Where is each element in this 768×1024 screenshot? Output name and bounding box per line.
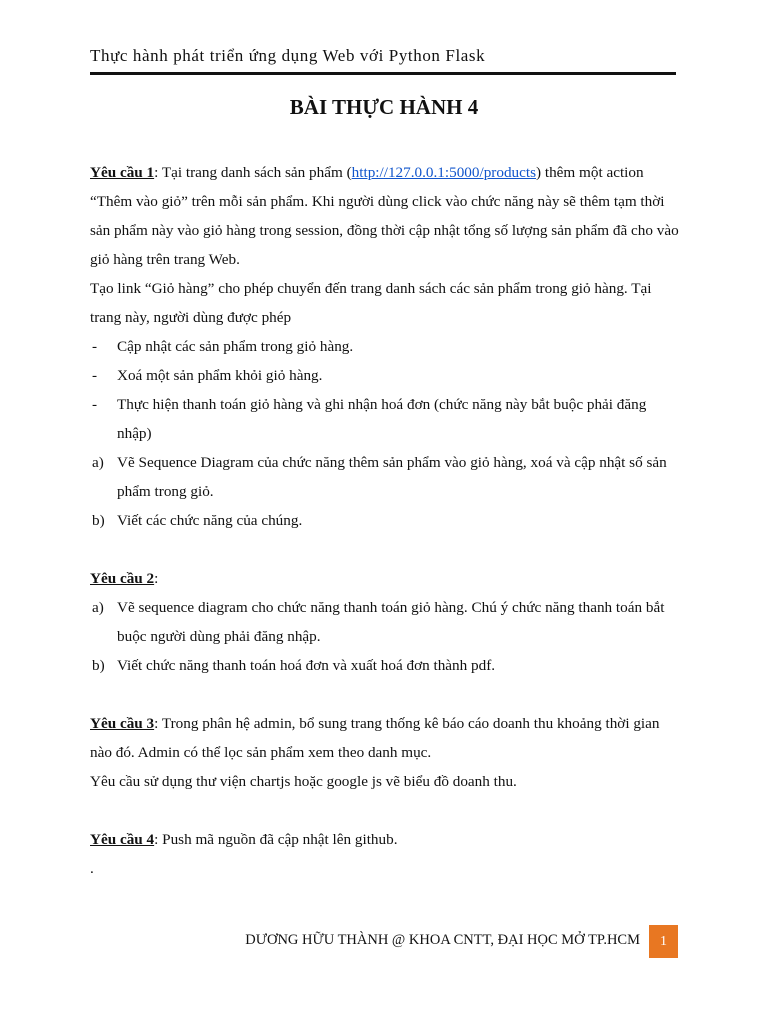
req4-text: : Push mã nguồn đã cập nhật lên github.	[154, 831, 398, 848]
list-item	[90, 593, 680, 651]
list-item	[90, 651, 680, 680]
list-item-text: Vẽ Sequence Diagram của chức năng thêm sản phẩm vào giỏ hàng, xoá và cập nhật số sản phẩm trong giỏ.	[117, 454, 667, 500]
page-number-badge: 1	[649, 925, 678, 958]
req2-suffix: :	[154, 570, 159, 587]
list-item	[90, 506, 680, 535]
req4-label: Yêu cầu 4	[90, 831, 155, 848]
req3-label: Yêu cầu 3	[90, 715, 155, 732]
req2-paragraph	[90, 564, 680, 593]
bullet-marker: -	[92, 396, 98, 413]
document-title: BÀI THỰC HÀNH 4	[289, 95, 479, 119]
item-marker: a)	[92, 599, 104, 616]
page-header: Thực hành phát triển ứng dụng Web với Python Flask	[90, 46, 486, 65]
req1-intro-before: : Tại trang danh sách sản phẩm (	[154, 164, 352, 181]
req1-paragraph-2: Tạo link “Giỏ hàng” cho phép chuyển đến trang danh sách các sản phẩm trong giỏ hàng. Tại trang này, người dùng được phép	[90, 280, 652, 326]
spacer	[90, 796, 680, 825]
bullet-marker: -	[92, 338, 98, 355]
page-footer: DƯƠNG HỮU THÀNH @ KHOA CNTT, ĐẠI HỌC MỞ TP.HCM	[245, 932, 640, 948]
list-item-text: Viết các chức năng của chúng.	[117, 512, 303, 529]
req3-paragraph-2: Yêu cầu sử dụng thư viện chartjs hoặc google js vẽ biểu đồ doanh thu.	[90, 773, 517, 790]
products-link[interactable]: http://127.0.0.1:5000/products	[351, 164, 537, 181]
header-rule	[90, 72, 676, 75]
list-item	[90, 361, 680, 390]
item-marker: b)	[92, 512, 105, 529]
list-item	[90, 448, 680, 506]
spacer	[90, 535, 680, 564]
req3-paragraph	[90, 709, 680, 767]
list-item-text: Cập nhật các sản phẩm trong giỏ hàng.	[117, 338, 354, 355]
list-item-text: Viết chức năng thanh toán hoá đơn và xuất hoá đơn thành pdf.	[117, 657, 496, 674]
bullet-marker: -	[92, 367, 98, 384]
item-marker: b)	[92, 657, 105, 674]
req1-paragraph	[90, 158, 680, 274]
list-item-text: Vẽ sequence diagram cho chức năng thanh toán giỏ hàng. Chú ý chức năng thanh toán bắt buộc người dùng phải đăng nhập.	[117, 599, 665, 645]
list-item	[90, 332, 680, 361]
req1-label: Yêu cầu 1	[90, 164, 155, 181]
req3-text: : Trong phân hệ admin, bổ sung trang thống kê báo cáo doanh thu khoảng thời gian nào đó. Admin có thể lọc sản phẩm xem theo danh mục.	[90, 715, 660, 761]
spacer	[90, 680, 680, 709]
req1-intro-after: ) thêm một action “Thêm vào giỏ” trên mỗi sản phẩm. Khi người dùng click vào chức năng này sẽ thêm tạm thời sản phẩm này vào giỏ hàng trong session, đồng thời cập nhật tổng số lượng sản phẩm đã cho vào giỏ hàng trên trang Web.	[90, 164, 679, 268]
req2-label: Yêu cầu 2	[90, 570, 155, 587]
list-item-text: Xoá một sản phẩm khỏi giỏ hàng.	[117, 367, 323, 384]
list-item-text: Thực hiện thanh toán giỏ hàng và ghi nhận hoá đơn (chức năng này bắt buộc phải đăng nhập)	[117, 396, 647, 442]
document-body	[90, 158, 680, 883]
trailing-dot: .	[90, 860, 94, 877]
req4-paragraph	[90, 825, 680, 854]
list-item	[90, 390, 680, 448]
item-marker: a)	[92, 454, 104, 471]
